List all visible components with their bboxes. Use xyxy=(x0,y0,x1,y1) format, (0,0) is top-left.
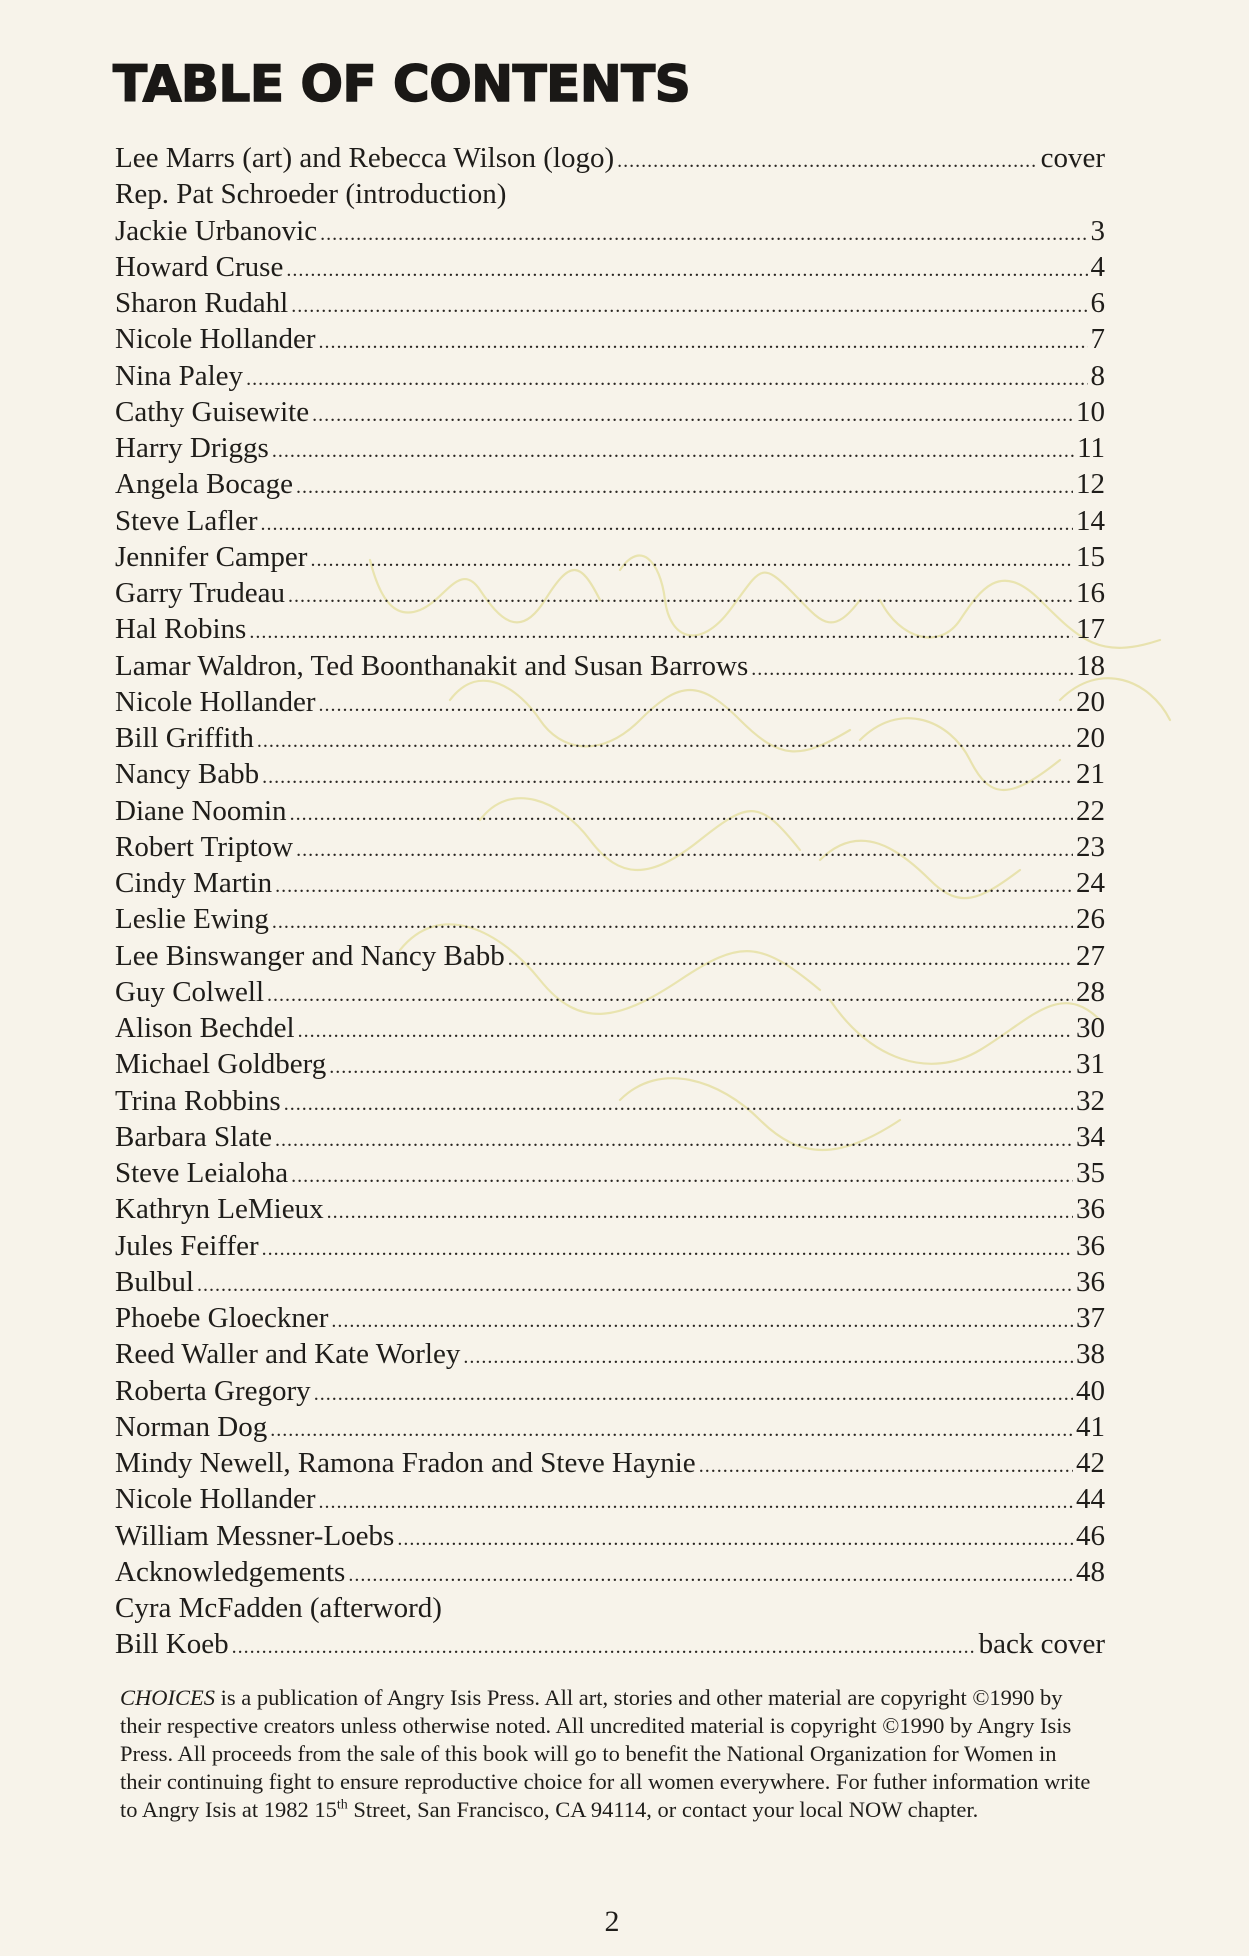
toc-entry-page: 22 xyxy=(1076,794,1105,827)
toc-entry-page: 30 xyxy=(1076,1012,1105,1044)
toc-leader-dots xyxy=(329,1049,1073,1085)
toc-leader-dots xyxy=(314,1376,1073,1412)
toc-entry xyxy=(115,1228,1105,1264)
toc-entry-page: 36 xyxy=(1076,1229,1105,1262)
toc-leader-dots xyxy=(272,904,1073,940)
toc-leader-dots xyxy=(751,651,1073,687)
publication-notice xyxy=(120,1684,1100,1824)
toc-entry-page: 38 xyxy=(1076,1338,1105,1371)
toc-entry-page: 8 xyxy=(1090,359,1105,392)
toc-entry xyxy=(115,1554,1105,1590)
toc-entry xyxy=(115,793,1105,829)
toc-leader-dots xyxy=(270,1412,1073,1448)
toc-leader-dots xyxy=(319,324,1088,360)
toc-entry-page: 46 xyxy=(1076,1519,1105,1552)
toc-entry xyxy=(115,1010,1105,1046)
toc-entry-page: 26 xyxy=(1076,903,1105,936)
toc-leader-dots xyxy=(397,1521,1073,1557)
toc-entry-name: Jackie Urbanovic xyxy=(115,214,318,247)
toc-entry xyxy=(115,503,1105,539)
toc-entry-name: Roberta Gregory xyxy=(115,1374,311,1407)
toc-leader-dots xyxy=(319,1484,1073,1520)
toc-leader-dots xyxy=(296,469,1073,505)
toc-entry-name: Norman Dog xyxy=(115,1410,268,1443)
toc-entry-name: Jules Feiffer xyxy=(115,1229,259,1262)
toc-entry-name: Nancy Babb xyxy=(115,758,260,791)
toc-entry-name: Guy Colwell xyxy=(115,975,265,1008)
toc-leader-dots xyxy=(262,1231,1073,1267)
toc-entry-name: Garry Trudeau xyxy=(115,577,285,609)
toc-leader-dots xyxy=(272,433,1074,469)
toc-entry-name: Cathy Guisewite xyxy=(115,395,310,428)
toc-entry-name: Steve Lafler xyxy=(115,504,258,537)
toc-entry-page: 27 xyxy=(1076,939,1105,972)
toc-entry-name: Rep. Pat Schroeder (introduction) xyxy=(115,178,507,211)
toc-entry-page: 24 xyxy=(1076,867,1105,899)
toc-entry-name: Kathryn LeMieux xyxy=(115,1193,324,1226)
toc-entry xyxy=(115,1373,1105,1409)
toc-leader-dots xyxy=(463,1339,1073,1375)
toc-entry-name: Angela Bocage xyxy=(115,468,293,501)
notice-text-end: Street, San Francisco, CA 94114, or contact your local NOW chapter. xyxy=(347,1797,979,1822)
toc-entry xyxy=(115,829,1105,865)
toc-entry-name: Phoebe Gloeckner xyxy=(115,1302,329,1334)
toc-leader-dots xyxy=(331,1303,1073,1339)
toc-entry-page: 20 xyxy=(1076,685,1105,718)
toc-entry-page: 4 xyxy=(1090,250,1105,283)
toc-entry-page: 35 xyxy=(1076,1157,1105,1189)
toc-leader-dots xyxy=(699,1448,1073,1484)
toc-leader-dots xyxy=(296,832,1073,868)
toc-entry-page: 31 xyxy=(1076,1048,1105,1081)
toc-entry xyxy=(115,285,1105,321)
toc-entry xyxy=(115,1191,1105,1227)
toc-entry-name: Lamar Waldron, Ted Boonthanakit and Susan Barrows xyxy=(115,649,749,682)
toc-entry xyxy=(115,1300,1105,1336)
toc-entry xyxy=(115,974,1105,1010)
toc-entry-page: 23 xyxy=(1076,830,1105,863)
toc-entry-name: Harry Driggs xyxy=(115,432,269,464)
toc-entry-name: Nina Paley xyxy=(115,359,244,392)
toc-entry xyxy=(115,249,1105,285)
toc-leader-dots xyxy=(348,1557,1073,1593)
toc-entry-name: Mindy Newell, Ramona Fradon and Steve Haynie xyxy=(115,1447,696,1479)
toc-leader-dots xyxy=(320,216,1087,252)
toc-entry xyxy=(115,321,1105,357)
toc-entry xyxy=(115,176,1105,212)
toc-leader-dots xyxy=(312,397,1073,433)
toc-entry-name: Reed Waller and Kate Worley xyxy=(115,1338,461,1371)
toc-leader-dots xyxy=(275,868,1073,904)
toc-leader-dots xyxy=(257,723,1073,759)
toc-entry-page: 6 xyxy=(1090,287,1105,319)
toc-entry-page: 34 xyxy=(1076,1120,1105,1153)
toc-entry-name: Nicole Hollander xyxy=(115,323,316,356)
toc-entry xyxy=(115,140,1105,176)
toc-entry xyxy=(115,720,1105,756)
notice-superscript: th xyxy=(336,1797,348,1813)
toc-leader-dots xyxy=(291,1158,1073,1194)
toc-entry-page: 16 xyxy=(1076,577,1105,609)
toc-entry-page: 32 xyxy=(1076,1084,1105,1117)
toc-entry-name: Nicole Hollander xyxy=(115,685,316,718)
toc-entry xyxy=(115,1336,1105,1372)
toc-entry-name: Trina Robbins xyxy=(115,1084,281,1117)
toc-entry-page: 14 xyxy=(1076,504,1105,537)
toc-entry xyxy=(115,611,1105,647)
toc-leader-dots xyxy=(508,941,1073,977)
toc-entry xyxy=(115,1046,1105,1082)
toc-entry-page: 42 xyxy=(1076,1447,1105,1479)
toc-entry-page: 48 xyxy=(1076,1555,1105,1588)
toc-entry-page: 28 xyxy=(1076,975,1105,1008)
toc-entry-page: 41 xyxy=(1076,1410,1105,1443)
toc-leader-dots xyxy=(288,578,1073,614)
toc-entry-name: Robert Triptow xyxy=(115,830,294,863)
toc-entry-name: Cyra McFadden (afterword) xyxy=(115,1592,442,1624)
toc-entry-name: Acknowledgements xyxy=(115,1555,346,1588)
toc-entry-page: 15 xyxy=(1076,540,1105,573)
toc-entry-name: Cindy Martin xyxy=(115,867,273,899)
toc-entry xyxy=(115,1083,1105,1119)
toc-leader-dots xyxy=(291,288,1087,324)
notice-text: is a publication of Angry Isis Press. All art, stories and other material are copyright ©1990 by their respective creators unless otherwise noted. All uncredited material is copyright ©1990 by Angry Isis Press. All proceeds from the sale of this book will go to benefit the National Organization for Women in their continuing fight to ensure reproductive choice for all women everywhere. For futher information write to Angry Isis at 1982 15 xyxy=(120,1685,1091,1822)
toc-entry-name: Alison Bechdel xyxy=(115,1012,295,1044)
toc-leader-dots xyxy=(290,796,1073,832)
toc-entry-page: 37 xyxy=(1076,1302,1105,1334)
toc-entry xyxy=(115,575,1105,611)
table-of-contents xyxy=(115,140,1105,1663)
toc-entry xyxy=(115,1119,1105,1155)
toc-leader-dots xyxy=(232,1629,976,1665)
toc-entry xyxy=(115,539,1105,575)
toc-leader-dots xyxy=(275,1122,1073,1158)
toc-entry-page: 21 xyxy=(1076,758,1105,791)
toc-entry-name: Leslie Ewing xyxy=(115,903,269,936)
toc-entry-page: 40 xyxy=(1076,1374,1105,1407)
toc-leader-dots xyxy=(327,1194,1073,1230)
toc-entry-page: 10 xyxy=(1076,395,1105,428)
toc-entry xyxy=(115,1481,1105,1517)
toc-entry-name: Michael Goldberg xyxy=(115,1048,327,1081)
toc-entry-page: 17 xyxy=(1076,613,1105,646)
toc-entry xyxy=(115,648,1105,684)
toc-entry xyxy=(115,394,1105,430)
toc-entry-page: 18 xyxy=(1076,649,1105,682)
toc-entry-name: Howard Cruse xyxy=(115,250,284,283)
toc-entry-name: Bulbul xyxy=(115,1265,194,1298)
toc-entry-page: 36 xyxy=(1076,1265,1105,1298)
toc-entry xyxy=(115,1626,1105,1662)
toc-entry xyxy=(115,430,1105,466)
toc-leader-dots xyxy=(310,542,1073,578)
toc-entry xyxy=(115,901,1105,937)
toc-entry-name: Nicole Hollander xyxy=(115,1483,316,1516)
toc-entry-page: 11 xyxy=(1077,432,1105,464)
toc-entry-page: 3 xyxy=(1090,214,1105,247)
toc-entry xyxy=(115,938,1105,974)
toc-leader-dots xyxy=(319,687,1073,723)
toc-entry-name: Barbara Slate xyxy=(115,1120,273,1153)
toc-entry-name: Sharon Rudahl xyxy=(115,287,289,319)
toc-entry-name: William Messner-Loebs xyxy=(115,1519,395,1552)
toc-entry-name: Diane Noomin xyxy=(115,794,287,827)
toc-entry xyxy=(115,865,1105,901)
toc-leader-dots xyxy=(261,506,1073,542)
toc-entry-page: 12 xyxy=(1076,468,1105,501)
toc-entry-name: Bill Griffith xyxy=(115,722,254,754)
toc-entry xyxy=(115,1590,1105,1626)
toc-leader-dots xyxy=(197,1267,1073,1303)
publication-title: CHOICES xyxy=(120,1685,215,1710)
toc-entry xyxy=(115,684,1105,720)
toc-leader-dots xyxy=(286,252,1087,288)
toc-entry-page: cover xyxy=(1040,142,1105,174)
toc-entry xyxy=(115,756,1105,792)
toc-entry xyxy=(115,466,1105,502)
toc-entry xyxy=(115,1445,1105,1481)
toc-entry xyxy=(115,358,1105,394)
toc-entry-name: Hal Robins xyxy=(115,613,247,646)
toc-entry xyxy=(115,1409,1105,1445)
toc-entry xyxy=(115,1264,1105,1300)
toc-entry-name: Jennifer Camper xyxy=(115,540,308,573)
toc-entry-name: Steve Leialoha xyxy=(115,1157,289,1189)
toc-entry-page: 44 xyxy=(1076,1483,1105,1516)
toc-entry-page: back cover xyxy=(978,1628,1105,1661)
toc-entry-name: Lee Binswanger and Nancy Babb xyxy=(115,939,505,972)
toc-entry-page: 7 xyxy=(1090,323,1105,356)
toc-leader-dots xyxy=(298,1013,1073,1049)
toc-entry-page: 20 xyxy=(1076,722,1105,754)
toc-leader-dots xyxy=(617,143,1037,179)
toc-entry-name: Bill Koeb xyxy=(115,1628,229,1661)
page-number: 2 xyxy=(604,1905,620,1938)
toc-entry-name: Lee Marrs (art) and Rebecca Wilson (logo) xyxy=(115,142,615,174)
toc-leader-dots xyxy=(284,1086,1073,1122)
page-title: TABLE OF CONTENTS xyxy=(113,55,691,113)
toc-entry xyxy=(115,213,1105,249)
toc-leader-dots xyxy=(267,977,1073,1013)
toc-entry xyxy=(115,1155,1105,1191)
toc-leader-dots xyxy=(246,361,1087,397)
toc-leader-dots xyxy=(249,614,1073,650)
toc-entry-page: 36 xyxy=(1076,1193,1105,1226)
toc-entry xyxy=(115,1518,1105,1554)
toc-leader-dots xyxy=(262,759,1073,795)
